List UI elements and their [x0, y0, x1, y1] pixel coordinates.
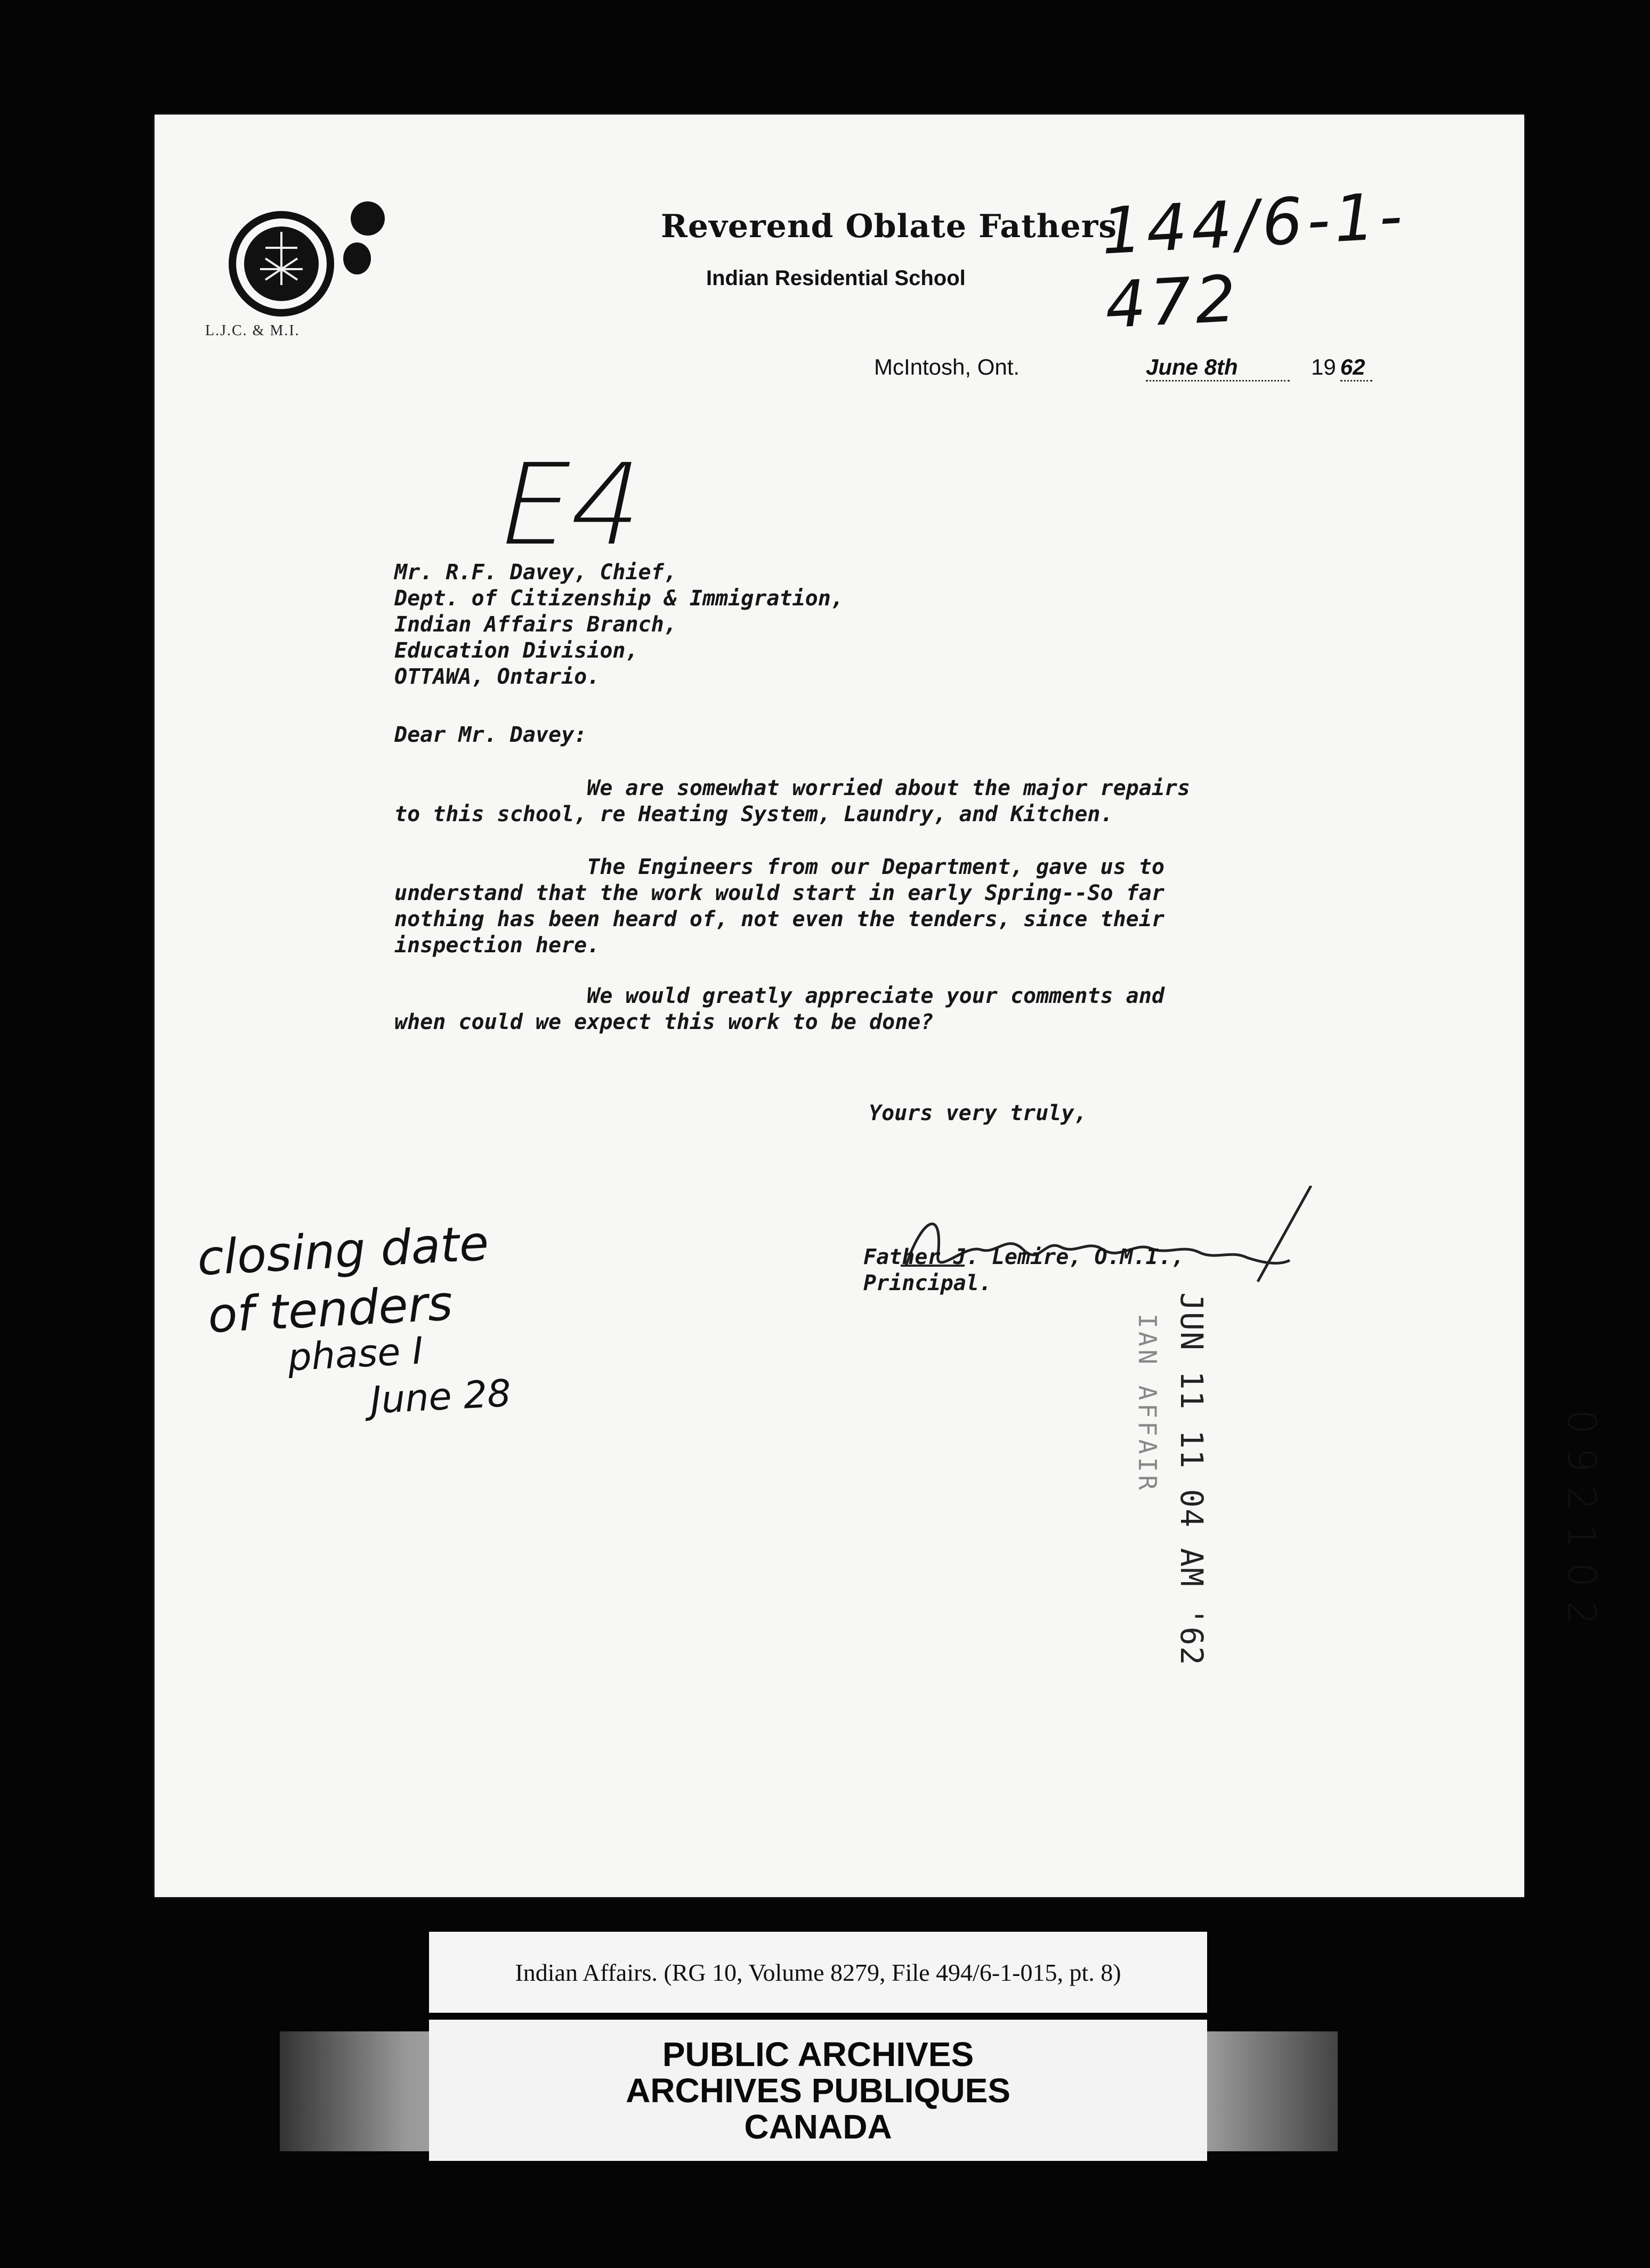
archive-label [429, 2020, 1207, 2161]
recipient-line: Indian Affairs Branch, [394, 612, 677, 637]
body-line: The Engineers from our Department, gave us to [394, 855, 1164, 879]
handwritten-note-line: phase I [287, 1329, 425, 1380]
oblate-seal-icon [223, 205, 340, 322]
letter-page [155, 115, 1604, 1897]
seal-ink-blot-icon [330, 195, 394, 285]
body-line: to this school, re Heating System, Laundry, and Kitchen. [394, 802, 1113, 827]
body-line: We would greatly appreciate your comments and [394, 984, 1164, 1008]
archive-caption: Indian Affairs. (RG 10, Volume 8279, File 494/6-1-015, pt. 8) [429, 1932, 1207, 2013]
received-stamp-department: IAN AFFAIR [1133, 1314, 1162, 1493]
recipient-line: Education Division, [394, 638, 638, 663]
received-date-stamp: JUN 11 11 04 AM '62 [1174, 1292, 1210, 1666]
body-line: inspection here. [394, 933, 600, 958]
handwritten-note-line: June 28 [369, 1371, 512, 1422]
salutation: Dear Mr. Davey: [394, 723, 587, 747]
date-year: 62 [1340, 354, 1372, 382]
body-line: when could we expect this work to be done? [394, 1010, 934, 1034]
recipient-line: Dept. of Citizenship & Immigration, [394, 586, 844, 611]
document-number: 092102 [1559, 1410, 1604, 1639]
letterhead-organization: Reverend Oblate Fathers [661, 208, 1118, 245]
letter-date [1146, 354, 1372, 382]
archive-label-line: ARCHIVES PUBLIQUES [626, 2071, 1010, 2110]
handwritten-note-line: closing date [196, 1215, 490, 1287]
closing: Yours very truly, [869, 1101, 1087, 1125]
recipient-line: OTTAWA, Ontario. [394, 665, 600, 689]
signer-name: Father J. Lemire, O.M.I., [863, 1245, 1185, 1269]
body-paragraph-1 [394, 775, 1190, 828]
body-paragraph-3 [394, 983, 1164, 1035]
body-line: understand that the work would start in early Spring--So far [394, 881, 1164, 905]
recipient-line: Mr. R.F. Davey, Chief, [394, 560, 677, 585]
body-line: nothing has been heard of, not even the tenders, since their [394, 907, 1164, 932]
archive-label-line: CANADA [744, 2107, 892, 2146]
date-day: June 8th [1146, 354, 1290, 382]
letter-location: McIntosh, Ont. [874, 354, 1020, 379]
recipient-address [394, 560, 844, 690]
body-paragraph-2 [394, 854, 1164, 959]
signature-block [863, 1244, 1184, 1297]
handwritten-file-reference: 144/6-1-472 [1099, 179, 1409, 343]
signer-title: Principal. [863, 1271, 992, 1295]
handwritten-mark: E4 [487, 440, 657, 570]
archive-label-line: PUBLIC ARCHIVES [662, 2035, 974, 2073]
date-century: 19 [1311, 354, 1336, 379]
body-line: We are somewhat worried about the major repairs [394, 776, 1191, 800]
handwritten-note-line: of tenders [206, 1275, 454, 1344]
letterhead-school: Indian Residential School [706, 266, 966, 290]
seal-label: L.J.C. & M.I. [205, 322, 300, 339]
